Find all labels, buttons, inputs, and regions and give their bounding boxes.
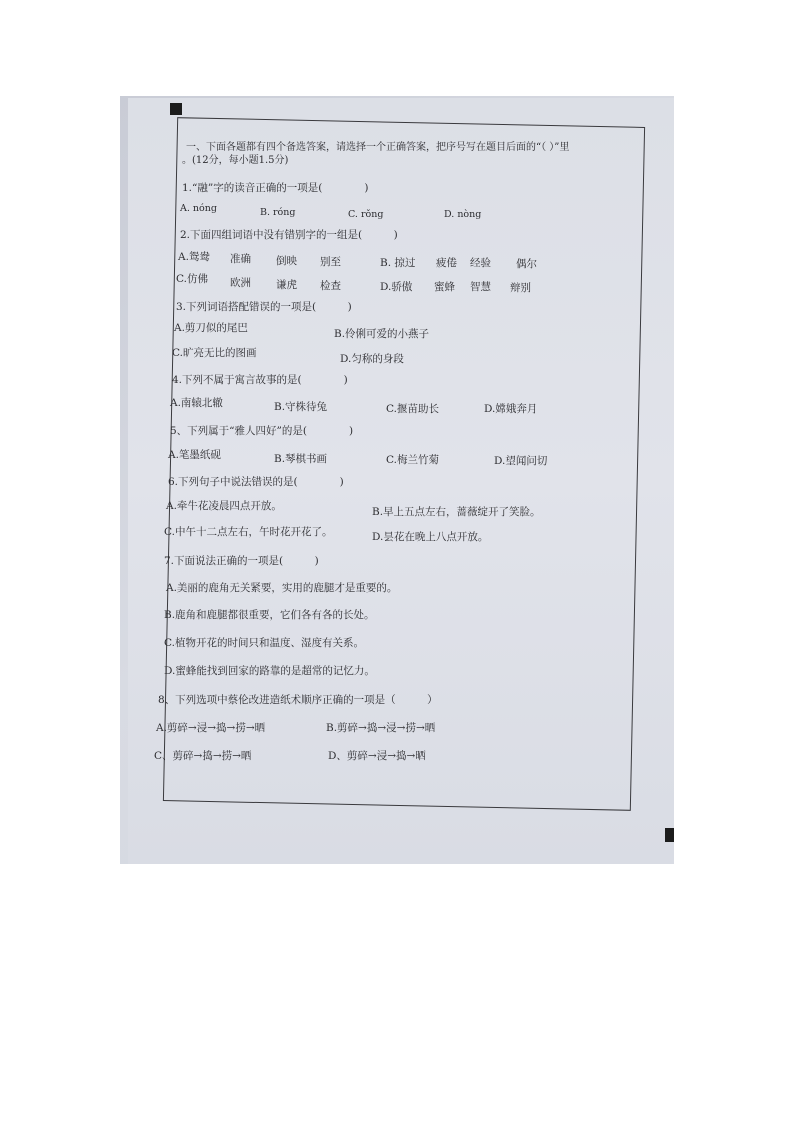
q6-option-d: D.昙花在晚上八点开放。 xyxy=(372,531,489,543)
q1-option-c: C. rǒng xyxy=(348,209,384,220)
q1-option-d: D. nòng xyxy=(444,209,482,220)
q2-option-b-word2: 疲倦 xyxy=(436,257,457,269)
q1-option-a: A. nóng xyxy=(180,203,217,214)
q1-option-b: B. róng xyxy=(260,207,296,218)
q3-option-c: C.旷亮无比的图画 xyxy=(172,347,257,359)
q6-option-b: B.早上五点左右，蔷薇绽开了笑脸。 xyxy=(372,506,541,518)
q2-option-c-word4: 检查 xyxy=(320,280,341,292)
q3-option-a: A.剪刀似的尾巴 xyxy=(174,322,248,334)
q7-option-a: A.美丽的鹿角无关紧要，实用的鹿腿才是重要的。 xyxy=(166,582,398,594)
q7-option-d: D.蜜蜂能找到回家的路靠的是超常的记忆力。 xyxy=(164,665,375,677)
q4-option-c: C.揠苗助长 xyxy=(386,403,439,415)
q5-option-c: C.梅兰竹菊 xyxy=(386,454,439,466)
question-6-stem: 6.下列句子中说法错误的是( ) xyxy=(168,476,344,488)
question-8-stem: 8、下列选项中蔡伦改进造纸术顺序正确的一项是（ ） xyxy=(158,694,438,706)
q5-option-a: A.笔墨纸砚 xyxy=(168,449,221,461)
q8-option-d: D、剪碎→浸→捣→晒 xyxy=(328,750,426,762)
q7-option-b: B.鹿角和鹿腿都很重要，它们各有各的长处。 xyxy=(164,609,375,621)
q7-option-c: C.植物开花的时间只和温度、湿度有关系。 xyxy=(164,637,364,649)
q8-option-a: A.剪碎→浸→捣→捞→晒 xyxy=(156,722,266,734)
q6-option-c: C.中午十二点左右，午时花开花了。 xyxy=(164,526,333,538)
q2-option-d-word3: 智慧 xyxy=(470,281,491,293)
q2-option-d-word2: 蜜蜂 xyxy=(434,281,455,293)
q5-option-d: D.望闻问切 xyxy=(494,455,548,467)
question-2-stem: 2.下面四组词语中没有错别字的一组是( ) xyxy=(180,229,398,241)
q4-option-d: D.嫦娥奔月 xyxy=(484,403,538,415)
registration-mark-bottom-right xyxy=(665,828,674,842)
question-7-stem: 7.下面说法正确的一项是( ) xyxy=(164,555,319,567)
q2-option-a-word1: A.鸳鸯 xyxy=(178,251,210,263)
section-heading-line2: 。(12分，每小题1.5分) xyxy=(182,155,289,166)
section-heading-line1: 一、下面各题都有四个备选答案，请选择一个正确答案，把序号写在题目后面的“（ ）”里 xyxy=(186,142,570,153)
q8-option-c: C、剪碎→捣→捞→晒 xyxy=(154,750,252,762)
q4-option-a: A.南辕北辙 xyxy=(170,397,223,409)
q2-option-c-word1: C.仿佛 xyxy=(176,273,208,285)
q2-option-d-word1: D.骄傲 xyxy=(380,281,413,293)
q2-option-a-word4: 别至 xyxy=(320,256,341,268)
q2-option-a-word2: 准确 xyxy=(230,253,251,265)
q2-option-a-word3: 倒映 xyxy=(276,255,297,267)
q5-option-b: B.琴棋书画 xyxy=(274,453,328,465)
q2-option-b-word3: 经验 xyxy=(470,257,491,269)
question-1-stem: 1.“融”字的读音正确的一项是( ) xyxy=(182,182,369,194)
question-5-stem: 5、下列属于“雅人四好”的是( ) xyxy=(170,425,354,437)
q4-option-b: B.守株待兔 xyxy=(274,401,328,413)
q2-option-b-word4: 偶尔 xyxy=(516,258,537,270)
q2-option-d-word4: 辩别 xyxy=(510,282,531,294)
q8-option-b: B.剪碎→捣→浸→捞→晒 xyxy=(326,722,436,734)
q3-option-d: D.匀称的身段 xyxy=(340,353,404,365)
q2-option-c-word2: 欧洲 xyxy=(230,277,251,289)
q2-option-b-word1: B. 掠过 xyxy=(380,257,416,269)
registration-mark-top-left xyxy=(170,103,182,115)
q3-option-b: B.伶俐可爱的小燕子 xyxy=(334,328,430,340)
q6-option-a: A.牵牛花凌晨四点开放。 xyxy=(166,500,282,512)
question-4-stem: 4.下列不属于寓言故事的是( ) xyxy=(172,374,348,386)
q2-option-c-word3: 谦虎 xyxy=(276,279,297,291)
question-3-stem: 3.下列词语搭配错误的一项是( ) xyxy=(176,301,352,313)
